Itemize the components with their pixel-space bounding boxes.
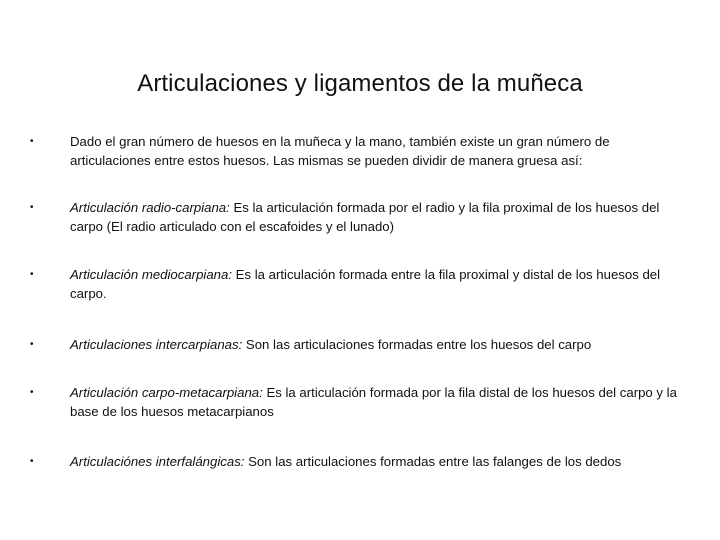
description-text: Dado el gran número de huesos en la muñeca y la mano, también existe un gran número de articulaciones entre estos huesos. Las mismas se pueden dividir de manera gruesa así: <box>70 134 610 168</box>
description-text: Es la articulación formada por la fila distal de los huesos del carpo y la base de los huesos metacarpianos <box>70 385 677 419</box>
term-label: Articulaciónes interfalángicas: <box>70 454 245 469</box>
bullet-marker: • <box>30 456 34 467</box>
term-label: Articulación carpo-metacarpiana: <box>70 385 263 400</box>
bullet-text <box>70 452 690 471</box>
bullet-text <box>70 132 690 170</box>
bullet-text <box>70 383 690 421</box>
description-text: Es la articulación formada por el radio y la fila proximal de los huesos del carpo (El radio articulado con el escafoides y el lunado) <box>70 200 660 234</box>
bullet-marker: • <box>30 269 34 280</box>
bullet-marker: • <box>30 136 34 147</box>
description-text: Son las articulaciones formadas entre las falanges de los dedos <box>244 454 622 469</box>
term-label: Articulaciones intercarpianas: <box>70 337 243 352</box>
bullet-marker: • <box>30 387 34 398</box>
slide-title: Articulaciones y ligamentos de la muñeca <box>137 70 583 98</box>
description-text: Son las articulaciones formadas entre los huesos del carpo <box>242 337 592 352</box>
bullet-marker: • <box>30 339 34 350</box>
bullet-marker: • <box>30 202 34 213</box>
bullet-text <box>70 265 690 303</box>
bullet-text <box>70 198 690 236</box>
term-label: Articulación radio-carpiana: <box>70 200 230 215</box>
term-label: Articulación mediocarpiana: <box>70 267 232 282</box>
bullet-text <box>70 335 690 354</box>
description-text: Es la articulación formada entre la fila proximal y distal de los huesos del carpo. <box>70 267 661 301</box>
